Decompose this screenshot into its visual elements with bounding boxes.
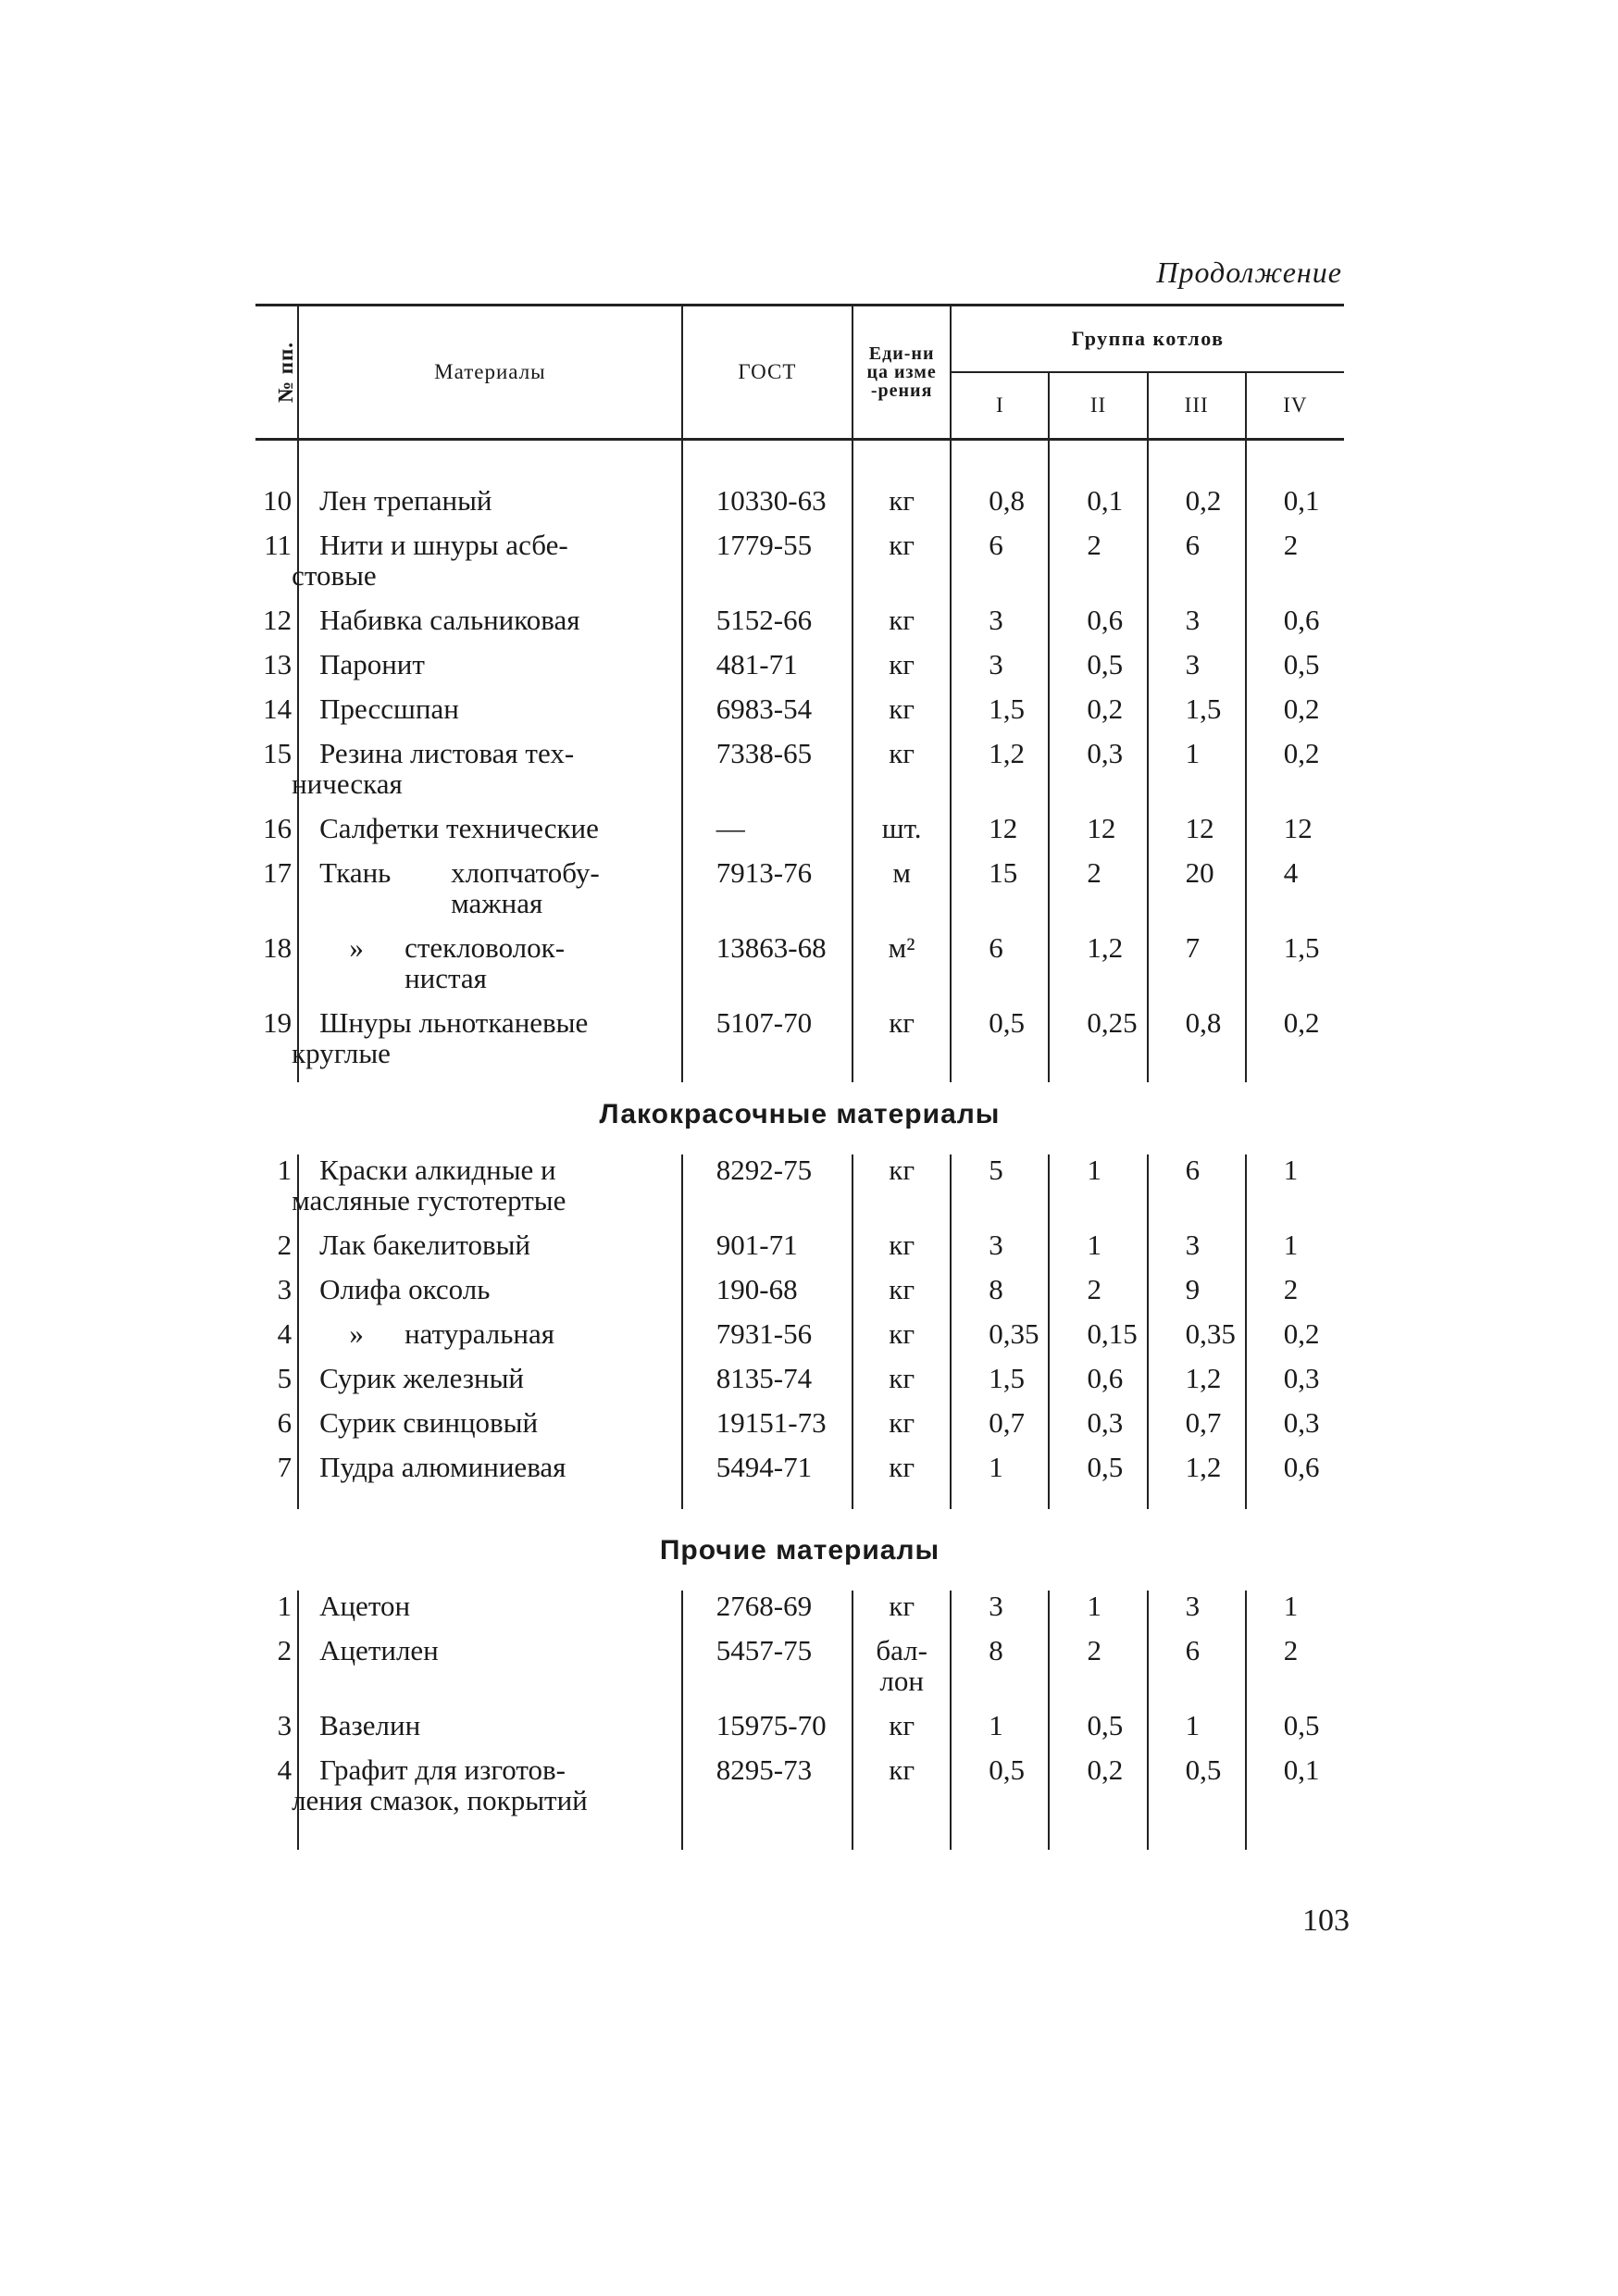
material-name [298,485,682,530]
row-number: 17 [263,856,292,889]
table-row [255,1710,1344,1754]
unit-line1: кг [889,1709,915,1741]
group-3-value: 3 [1148,1591,1246,1635]
unit-line1: шт. [881,812,922,844]
unit [853,1363,951,1407]
group-2-value: 0,2 [1049,1754,1147,1829]
material-name [298,1591,682,1635]
group-3-value: 1,2 [1148,1363,1246,1407]
gost-number: 7931-56 [682,1318,853,1363]
group-4-value: 0,3 [1246,1363,1344,1407]
group-3-value: 12 [1148,813,1246,857]
table-row [255,738,1344,813]
material-name [298,1363,682,1407]
group-2-value: 1 [1049,1229,1147,1274]
group-3-value: 7 [1148,932,1246,1007]
material-name [292,737,682,813]
unit [853,485,951,530]
unit-line1: кг [889,604,915,636]
material-name-line1: Ацетон [319,1590,411,1622]
material-name-line1: Ткань [319,856,392,889]
header-material: Материалы [298,306,682,440]
material-name-line2: хлопчатобу-мажная [451,856,600,919]
gost-number: — [682,813,853,857]
unit [853,1154,951,1229]
unit-line1: кг [889,1451,915,1483]
group-1-value: 1 [951,1452,1049,1496]
material-name [298,649,682,693]
paint-rows [255,1154,1344,1509]
group-1-value: 0,7 [951,1407,1049,1452]
group-4-value: 4 [1246,857,1344,932]
unit [853,1635,951,1710]
group-1-value: 3 [951,1591,1049,1635]
unit-line2: лон [879,1665,924,1697]
group-3-value: 1 [1148,738,1246,813]
group-3-value: 9 [1148,1274,1246,1318]
material-name-line1: Олифа оксоль [319,1273,491,1305]
material-name-line1: Нити и шнуры асбе- [319,529,568,561]
row-number: 6 [277,1406,292,1439]
group-4-value: 1 [1246,1591,1344,1635]
gost-number: 15975-70 [682,1710,853,1754]
group-2-value: 0,3 [1049,738,1147,813]
group-2-value: 0,25 [1049,1007,1147,1082]
header-unit [853,306,951,440]
table-row [255,857,1344,932]
table-row [255,1318,1344,1363]
group-2-value: 1 [1049,1591,1147,1635]
table-row [255,932,1344,1007]
table-row [255,1407,1344,1452]
group-4-value: 0,5 [1246,1710,1344,1754]
group-3-value: 0,35 [1148,1318,1246,1363]
row-number: 18 [263,931,292,964]
group-2-value: 0,5 [1049,1452,1147,1496]
group-3-value: 1 [1148,1710,1246,1754]
row-number: 12 [263,604,292,636]
group-3-value: 3 [1148,605,1246,649]
row-number: 3 [277,1273,292,1305]
header-unit-text: Еди-ница изме-рения [866,343,937,401]
group-2-value: 0,6 [1049,605,1147,649]
group-2-value: 0,5 [1049,649,1147,693]
group-2-value: 0,1 [1049,485,1147,530]
unit-line1: кг [889,1317,915,1350]
row-number: 4 [277,1317,292,1350]
material-name [298,693,682,738]
table-header [255,306,1344,440]
unit [853,649,951,693]
material-name-line2: ления смазок, покрытий [292,1784,588,1816]
gost-number: 8292-75 [682,1154,853,1229]
group-3-value: 1,5 [1148,693,1246,738]
group-2-value: 12 [1049,813,1147,857]
unit-line1: кг [889,484,915,517]
gost-number: 2768-69 [682,1591,853,1635]
group-3-value: 6 [1148,1154,1246,1229]
unit-line1: кг [889,1362,915,1394]
unit-line1: кг [889,1006,915,1039]
group-4-value: 1 [1246,1229,1344,1274]
section-title-other: Прочие материалы [659,1535,940,1566]
table-row [255,813,1344,857]
row-number: 19 [263,1006,292,1039]
material-name-line2: стекловолок-нистая [404,931,566,994]
table-row [255,1591,1344,1635]
unit-line1: кг [889,648,915,680]
unit [853,1452,951,1496]
group-1-value: 0,5 [951,1754,1049,1829]
group-1-value: 3 [951,649,1049,693]
material-name [292,1753,682,1829]
material-name-line1: » [349,1317,364,1350]
material-name-line1: Шнуры льнотканевые [319,1006,589,1039]
group-2-value: 0,6 [1049,1363,1147,1407]
material-name-line2: стовые [292,559,377,592]
group-3-value: 6 [1148,1635,1246,1710]
gost-number: 481-71 [682,649,853,693]
material-name-line2: круглые [292,1037,391,1069]
material-name [292,1006,682,1082]
unit-line1: кг [889,1590,915,1622]
gost-number: 7913-76 [682,857,853,932]
gost-number: 190-68 [682,1274,853,1318]
group-4-value: 0,1 [1246,485,1344,530]
unit-line1: кг [889,737,915,769]
gost-number: 8135-74 [682,1363,853,1407]
unit [853,932,951,1007]
row-number: 4 [277,1753,292,1786]
row-number: 1 [277,1154,292,1186]
group-3-value: 20 [1148,857,1246,932]
gost-number: 1779-55 [682,530,853,605]
table-row [255,1452,1344,1496]
page-number: 103 [1302,1903,1350,1938]
table-row [255,649,1344,693]
material-name [298,1229,682,1274]
material-name [298,1407,682,1452]
header-group-1: I [951,372,1049,440]
material-name-line2: ническая [292,767,403,800]
gost-number: 8295-73 [682,1754,853,1829]
section-title-paint: Лакокрасочные материалы [599,1099,1001,1129]
material-name-line2: натуральная [404,1317,555,1350]
material-name [298,813,682,857]
continuation-label: Продолжение [1156,256,1342,289]
unit-line1: м [892,856,911,889]
material-name-line1: Прессшпан [319,693,459,725]
group-2-value: 0,3 [1049,1407,1147,1452]
header-group-3: III [1148,372,1246,440]
material-name-line1: Паронит [319,648,425,680]
material-name-line1: Сурик свинцовый [319,1406,539,1439]
unit-line1: м² [888,931,915,964]
group-4-value: 0,2 [1246,693,1344,738]
group-3-value: 6 [1148,530,1246,605]
row-number: 16 [263,812,292,844]
group-2-value: 0,5 [1049,1710,1147,1754]
header-gost: ГОСТ [682,306,853,440]
unit [853,1591,951,1635]
group-1-value: 12 [951,813,1049,857]
unit-line1: бал- [876,1634,927,1666]
unit [853,1407,951,1452]
group-3-value: 0,5 [1148,1754,1246,1829]
unit [853,1274,951,1318]
group-4-value: 0,2 [1246,738,1344,813]
material-name-line1: Ацетилен [319,1634,439,1666]
group-4-value: 0,6 [1246,605,1344,649]
group-2-value: 2 [1049,1635,1147,1710]
material-name [298,1635,682,1710]
unit-line1: кг [889,1273,915,1305]
material-name-line1: Салфетки технические [319,812,599,844]
row-number: 10 [263,484,292,517]
unit-line1: кг [889,1753,915,1786]
unit [853,693,951,738]
gost-number: 901-71 [682,1229,853,1274]
table-row [255,485,1344,530]
table-row [255,530,1344,605]
unit-line1: кг [889,1154,915,1186]
group-1-value: 5 [951,1154,1049,1229]
group-2-value: 2 [1049,1274,1147,1318]
material-name [298,932,682,1007]
group-2-value: 1 [1049,1154,1147,1229]
material-name [298,857,682,932]
header-group-2: II [1049,372,1147,440]
table-row [255,1229,1344,1274]
group-4-value: 0,2 [1246,1007,1344,1082]
group-4-value: 0,6 [1246,1452,1344,1496]
group-2-value: 2 [1049,530,1147,605]
unit [853,1007,951,1082]
unit-line1: кг [889,529,915,561]
other-rows [255,1591,1344,1850]
group-3-value: 3 [1148,1229,1246,1274]
group-1-value: 0,35 [951,1318,1049,1363]
row-number: 2 [277,1634,292,1666]
row-number: 15 [263,737,292,769]
gost-number: 6983-54 [682,693,853,738]
unit-line1: кг [889,1406,915,1439]
group-2-value: 0,2 [1049,693,1147,738]
group-2-value: 1,2 [1049,932,1147,1007]
row-number: 11 [264,529,292,561]
header-number: № пп. [274,341,298,404]
group-1-value: 0,5 [951,1007,1049,1082]
material-name-line2: масляные густотертые [292,1184,566,1217]
material-name-line1: Лак бакелитовый [319,1229,531,1261]
table-row [255,693,1344,738]
row-number: 2 [277,1229,292,1261]
group-1-value: 8 [951,1635,1049,1710]
group-4-value: 0,1 [1246,1754,1344,1829]
group-4-value: 1,5 [1246,932,1344,1007]
material-name-line1: Графит для изготов- [319,1753,566,1786]
group-1-value: 6 [951,932,1049,1007]
group-3-value: 3 [1148,649,1246,693]
row-number: 13 [263,648,292,680]
group-2-value: 0,15 [1049,1318,1147,1363]
row-number: 3 [277,1709,292,1741]
group-1-value: 6 [951,530,1049,605]
unit [853,1318,951,1363]
gost-number: 10330-63 [682,485,853,530]
group-4-value: 0,2 [1246,1318,1344,1363]
unit [853,1229,951,1274]
other-materials-table [255,1591,1344,1850]
unit-line1: кг [889,1229,915,1261]
table-row [255,605,1344,649]
group-1-value: 15 [951,857,1049,932]
header-boiler-group: Группа котлов [951,306,1344,373]
unit [853,813,951,857]
group-4-value: 2 [1246,1635,1344,1710]
unit [853,530,951,605]
material-name-line1: Вазелин [319,1709,421,1741]
group-3-value: 1,2 [1148,1452,1246,1496]
group-3-value: 0,2 [1148,485,1246,530]
group-1-value: 1,5 [951,1363,1049,1407]
gost-number: 5457-75 [682,1635,853,1710]
gost-number: 19151-73 [682,1407,853,1452]
material-name-line1: Краски алкидные и [319,1154,556,1186]
material-name [298,1318,682,1363]
material-name-line1: Пудра алюминиевая [319,1451,566,1483]
table-row [255,1274,1344,1318]
paint-materials-table [255,1154,1344,1509]
gost-number: 5494-71 [682,1452,853,1496]
group-3-value: 0,7 [1148,1407,1246,1452]
material-name [292,1154,682,1229]
group-2-value: 2 [1049,857,1147,932]
row-number: 5 [277,1362,292,1394]
material-name [298,1274,682,1318]
material-name-line1: Сурик железный [319,1362,525,1394]
gost-number: 5107-70 [682,1007,853,1082]
materials-table-container [255,304,1344,1850]
main-rows [255,440,1344,1083]
row-number: 1 [277,1590,292,1622]
material-name [298,1452,682,1496]
group-4-value: 1 [1246,1154,1344,1229]
group-1-value: 1,5 [951,693,1049,738]
material-name-line1: Набивка сальниковая [319,604,580,636]
material-name [292,529,682,605]
row-number: 7 [277,1451,292,1483]
group-1-value: 0,8 [951,485,1049,530]
group-1-value: 1,2 [951,738,1049,813]
unit-line1: кг [889,693,915,725]
group-4-value: 0,3 [1246,1407,1344,1452]
gost-number: 5152-66 [682,605,853,649]
table-row [255,1635,1344,1710]
group-1-value: 3 [951,1229,1049,1274]
unit [853,1710,951,1754]
unit [853,738,951,813]
group-4-value: 2 [1246,530,1344,605]
group-4-value: 0,5 [1246,649,1344,693]
gost-number: 13863-68 [682,932,853,1007]
group-3-value: 0,8 [1148,1007,1246,1082]
group-4-value: 12 [1246,813,1344,857]
table-row [255,1754,1344,1829]
material-name [298,1710,682,1754]
material-name [298,605,682,649]
group-1-value: 1 [951,1710,1049,1754]
group-1-value: 8 [951,1274,1049,1318]
gost-number: 7338-65 [682,738,853,813]
table-row [255,1007,1344,1082]
row-number: 14 [263,693,292,725]
header-group-4: IV [1246,372,1344,440]
material-name-line1: Резина листовая тех- [319,737,575,769]
group-1-value: 3 [951,605,1049,649]
unit [853,1754,951,1829]
group-4-value: 2 [1246,1274,1344,1318]
material-name-line1: Лен трепаный [319,484,492,517]
unit [853,857,951,932]
unit [853,605,951,649]
material-name-line1: » [349,931,364,964]
table-row [255,1154,1344,1229]
materials-table [255,304,1344,1082]
table-row [255,1363,1344,1407]
